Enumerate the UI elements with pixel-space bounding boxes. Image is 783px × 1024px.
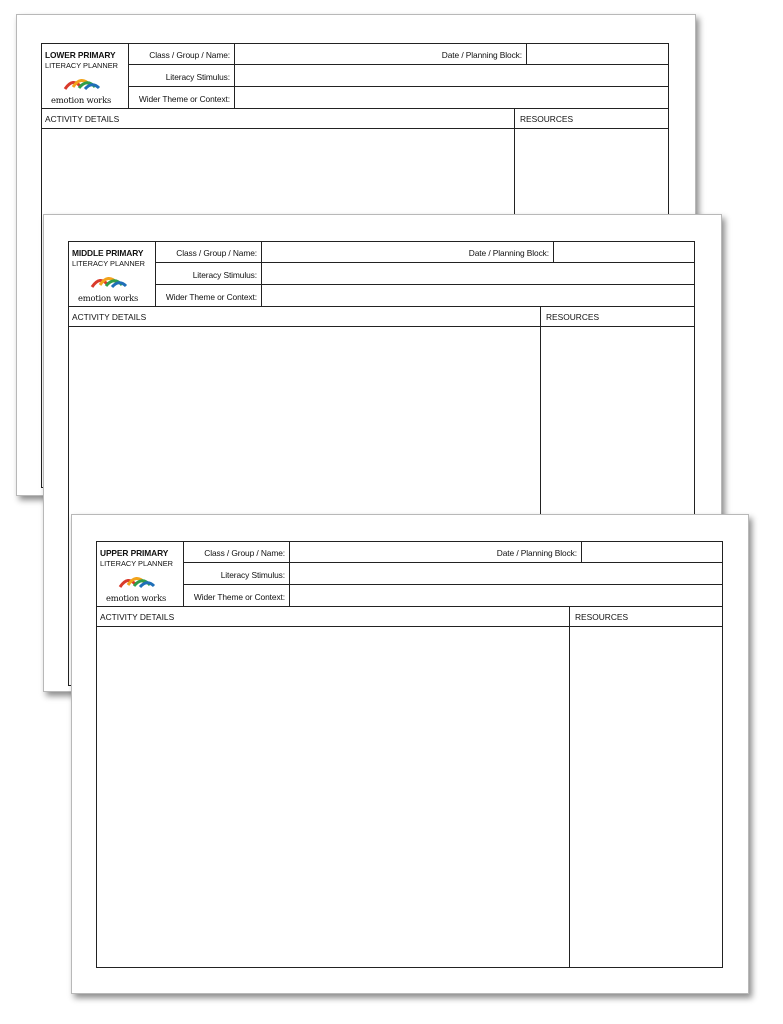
- date-planning-block-label: Date / Planning Block:: [468, 248, 549, 258]
- class-group-name-label: Class / Group / Name:: [149, 50, 230, 60]
- emotion-works-logo-icon: [63, 73, 101, 91]
- wider-theme-label: Wider Theme or Context:: [193, 592, 285, 602]
- class-group-name-label: Class / Group / Name:: [204, 548, 285, 558]
- date-planning-block-label: Date / Planning Block:: [496, 548, 577, 558]
- emotion-works-logo-icon: [90, 271, 128, 289]
- emotion-works-logo-icon: [118, 571, 156, 589]
- logo-text: emotion works: [51, 95, 112, 105]
- activity-details-heading: ACTIVITY DETAILS: [45, 114, 120, 124]
- activity-details-area[interactable]: [97, 627, 568, 967]
- literacy-stimulus-field[interactable]: [262, 263, 694, 284]
- planner-level-title: MIDDLE PRIMARY: [72, 248, 144, 258]
- activity-details-heading: ACTIVITY DETAILS: [72, 312, 147, 322]
- date-planning-block-field[interactable]: [554, 242, 694, 262]
- wider-theme-field[interactable]: [235, 87, 668, 108]
- date-planning-block-field[interactable]: [527, 44, 668, 64]
- wider-theme-field[interactable]: [262, 285, 694, 306]
- literacy-stimulus-field[interactable]: [235, 65, 668, 86]
- planner-subtitle: LITERACY PLANNER: [72, 259, 145, 268]
- literacy-stimulus-label: Literacy Stimulus:: [220, 570, 285, 580]
- logo-text: emotion works: [106, 593, 167, 603]
- planner-level-title: UPPER PRIMARY: [100, 548, 169, 558]
- literacy-stimulus-field[interactable]: [290, 563, 722, 584]
- resources-heading: RESOURCES: [575, 612, 629, 622]
- planner-subtitle: LITERACY PLANNER: [100, 559, 173, 568]
- literacy-stimulus-label: Literacy Stimulus:: [165, 72, 230, 82]
- date-planning-block-label: Date / Planning Block:: [441, 50, 522, 60]
- planner-subtitle: LITERACY PLANNER: [45, 61, 118, 70]
- logo-text: emotion works: [78, 293, 139, 303]
- wider-theme-label: Wider Theme or Context:: [165, 292, 257, 302]
- resources-area[interactable]: [570, 627, 722, 967]
- planner-level-title: LOWER PRIMARY: [45, 50, 116, 60]
- wider-theme-field[interactable]: [290, 585, 722, 606]
- resources-heading: RESOURCES: [520, 114, 574, 124]
- class-group-name-label: Class / Group / Name:: [176, 248, 257, 258]
- date-planning-block-field[interactable]: [582, 542, 722, 562]
- resources-heading: RESOURCES: [546, 312, 600, 322]
- literacy-stimulus-label: Literacy Stimulus:: [192, 270, 257, 280]
- wider-theme-label: Wider Theme or Context:: [138, 94, 230, 104]
- activity-details-heading: ACTIVITY DETAILS: [100, 612, 175, 622]
- planner-sheet-upper-primary: [71, 514, 749, 994]
